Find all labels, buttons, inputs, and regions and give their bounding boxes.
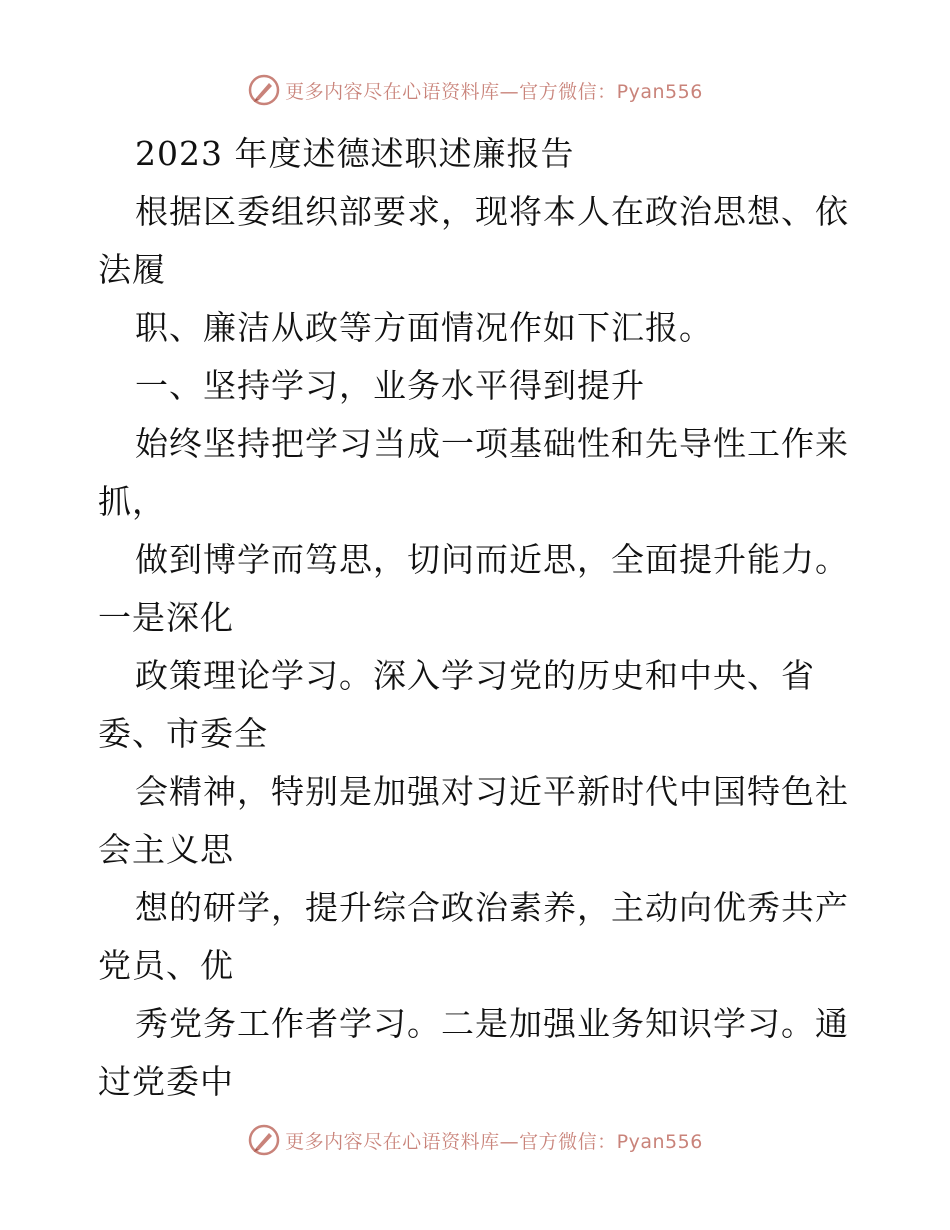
text-line: 会精神，特别是加强对习近平新时代中国特色社 xyxy=(135,772,849,811)
text-line: 秀党务工作者学习。二是加强业务知识学习。通 xyxy=(135,1004,849,1043)
text-line: 过党委中 xyxy=(98,1062,234,1101)
text-line: 做到博学而笃思，切问而近思，全面提升能力。 xyxy=(135,540,849,579)
text-line: 一、坚持学习，业务水平得到提升 xyxy=(135,366,645,405)
text-line: 根据区委组织部要求，现将本人在政治思想、依 xyxy=(135,192,849,231)
header-banner xyxy=(0,70,950,110)
text-line: 会主义思 xyxy=(98,830,234,869)
banner-text: 更多内容尽在心语资料库—官方微信：Pyan556 xyxy=(285,1130,703,1153)
text-line: 委、市委全 xyxy=(98,714,268,753)
text-line: 政策理论学习。深入学习党的历史和中央、省 xyxy=(135,656,815,695)
text-line: 想的研学，提升综合政治素养，主动向优秀共产 xyxy=(135,888,849,927)
text-line: 抓， xyxy=(98,482,166,521)
text-line: 始终坚持把学习当成一项基础性和先导性工作来 xyxy=(135,424,849,463)
banner-text: 更多内容尽在心语资料库—官方微信：Pyan556 xyxy=(285,80,703,103)
text-line: 党员、优 xyxy=(98,946,234,985)
text-line: 法履 xyxy=(98,250,166,289)
text-line: 一是深化 xyxy=(98,598,234,637)
footer-banner xyxy=(0,1120,950,1160)
text-line: 职、廉洁从政等方面情况作如下汇报。 xyxy=(135,308,713,347)
text-line: 2023 年度述德述职述廉报告 xyxy=(135,134,575,173)
pen-logo-icon xyxy=(247,1123,281,1157)
pen-logo-icon xyxy=(247,73,281,107)
document-body xyxy=(98,125,858,1111)
